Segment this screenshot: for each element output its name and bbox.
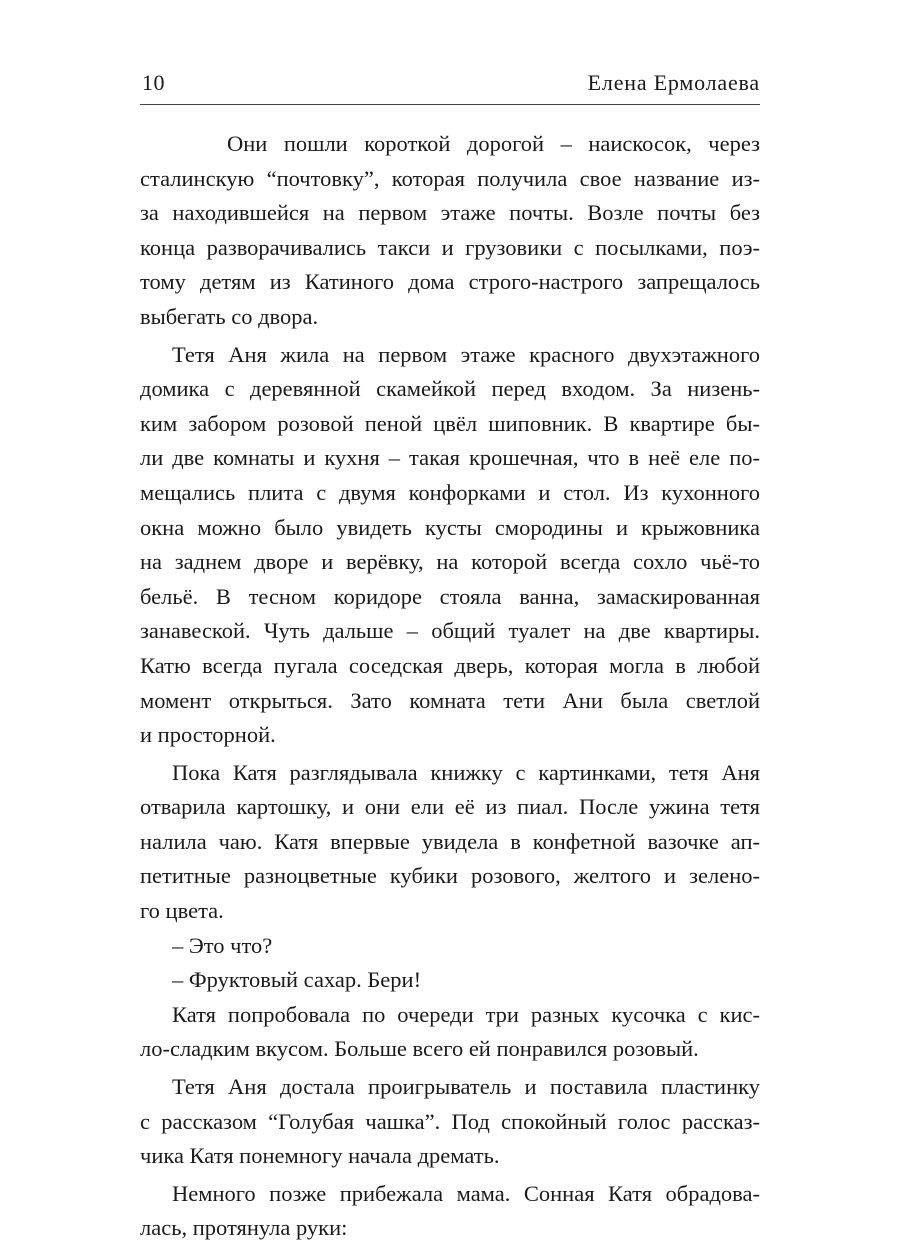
running-title: Елена Ермолаева — [587, 70, 760, 95]
text-line: сталинскую “почтовку”, которая получила свое название из- — [140, 165, 760, 191]
text-line: Тетя Аня жила на первом этаже красного двухэтажного — [172, 341, 760, 367]
header-rule — [140, 104, 760, 105]
text-line: ли две комнаты и кухня – такая крошечная, что в неё еле по- — [140, 445, 760, 471]
body-text — [140, 127, 760, 1246]
text-line: Тетя Аня достала проигрыватель и поставила пластинку — [172, 1074, 760, 1100]
dialogue-line: – Фруктовый сахар. Бери! — [172, 967, 422, 993]
text-line: Они пошли короткой дорогой – наискосок, через — [227, 131, 760, 156]
text-line: чика Катя понемногу начала дремать. — [140, 1143, 500, 1169]
page-number: 10 — [142, 70, 165, 95]
text-line: окна можно было увидеть кусты смородины и крыжовника — [140, 514, 760, 540]
running-header — [140, 62, 760, 102]
text-line: Немного позже прибежала мама. Сонная Катя обрадова- — [172, 1180, 760, 1206]
text-line: и просторной. — [140, 722, 276, 748]
text-line: за находившейся на первом этаже почты. Возле почты без — [140, 200, 760, 226]
text-line: ло-сладким вкусом. Больше всего ей понравился розовый. — [140, 1036, 699, 1062]
text-line: го цвета. — [140, 898, 224, 924]
text-line: на заднем дворе и верёвку, на которой всегда сохло чьё-то — [140, 549, 760, 575]
text-line: отварила картошку, и они ели её из пиал. После ужина тетя — [140, 794, 760, 820]
text-line: мещались плита с двумя конфорками и стол. Из кухонного — [140, 479, 760, 505]
text-line: Катю всегда пугала соседская дверь, которая могла в любой — [140, 652, 760, 678]
text-line: выбегать со двора. — [140, 303, 319, 329]
text-line: конца разворачивались такси и грузовики с посылками, поэ- — [140, 234, 760, 260]
text-line: тому детям из Катиного дома строго-настрого запрещалось — [140, 269, 760, 295]
text-line: лась, протянула руки: — [140, 1215, 348, 1241]
text-line: бельё. В тесном коридоре стояла ванна, замаскированная — [140, 583, 760, 609]
text-line: момент открыться. Зато комната тети Ани была светлой — [140, 687, 760, 713]
text-line: налила чаю. Катя впервые увидела в конфетной вазочке ап- — [140, 828, 760, 854]
text-line: петитные разноцветные кубики розового, желтого и зелено- — [140, 863, 760, 889]
text-line: Катя попробовала по очереди три разных кусочка с кис- — [172, 1001, 760, 1027]
dialogue-line: – Это что? — [172, 932, 273, 958]
text-line: домика с деревянной скамейкой перед входом. За низень- — [140, 376, 760, 402]
text-line: занавеской. Чуть дальше – общий туалет на две квартиры. — [140, 618, 760, 644]
text-line: Пока Катя разглядывала книжку с картинками, тетя Аня — [172, 759, 760, 785]
text-line: с рассказом “Голубая чашка”. Под спокойный голос рассказ- — [140, 1108, 760, 1134]
text-line: ким забором розовой пеной цвёл шиповник. В квартире бы- — [140, 410, 760, 436]
